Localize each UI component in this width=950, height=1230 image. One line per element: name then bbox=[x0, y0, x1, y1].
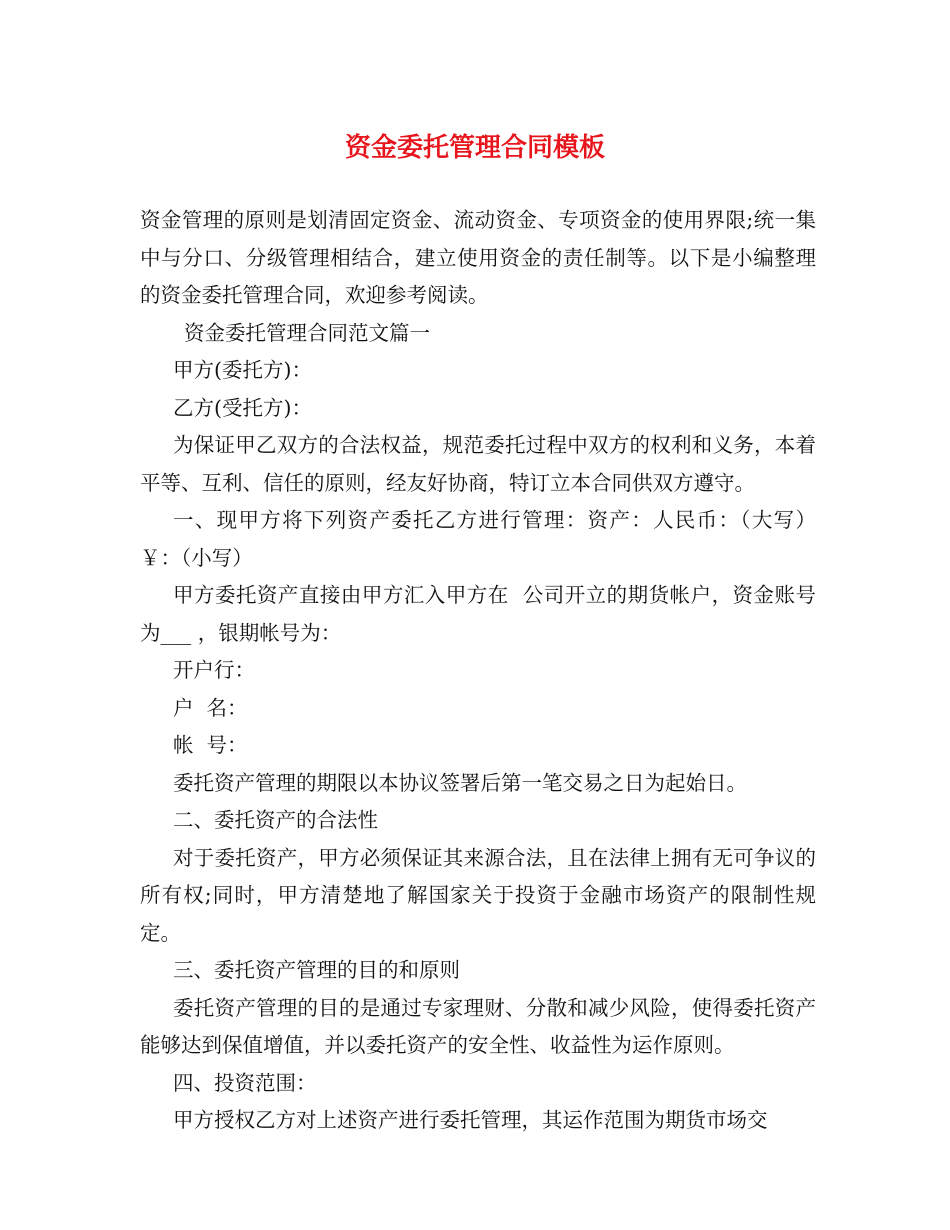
paragraph: 甲方(委托方)： bbox=[173, 358, 312, 382]
document-title: 资金委托管理合同模板 bbox=[344, 133, 605, 163]
paragraph: 资金委托管理合同范文篇一 bbox=[184, 320, 430, 345]
paragraph: 一、现甲方将下列资产委托乙方进行管理：资产：人民币：（大写）￥：（小写） bbox=[140, 508, 816, 570]
paragraph: 委托资产管理的期限以本协议签署后第一笔交易之日为起始日。 bbox=[173, 770, 747, 795]
paragraph: 户 名： bbox=[173, 695, 248, 720]
paragraph: 对于委托资产，甲方必须保证其来源合法，且在法律上拥有无可争议的所有权;同时，甲方清楚地了解国家关于投资于金融市场资产的限制性规定。 bbox=[140, 845, 816, 945]
paragraph: 开户行： bbox=[173, 658, 255, 682]
paragraph: 四、投资范围： bbox=[173, 1070, 317, 1095]
paragraph: 甲方授权乙方对上述资产进行委托管理，其运作范围为期货市场交 bbox=[173, 1108, 768, 1132]
paragraph: 二、委托资产的合法性 bbox=[173, 808, 378, 832]
paragraph: 帐 号： bbox=[173, 733, 248, 757]
document-body bbox=[140, 202, 816, 1140]
paragraph: 甲方委托资产直接由甲方汇入甲方在 公司开立的期货帐户，资金账号为___ ，银期帐号为： bbox=[140, 583, 816, 645]
paragraph: 委托资产管理的目的是通过专家理财、分散和减少风险，使得委托资产能够达到保值增值，并以委托资产的安全性、收益性为运作原则。 bbox=[140, 995, 816, 1057]
paragraph: 资金管理的原则是划清固定资金、流动资金、专项资金的使用界限;统一集中与分口、分级管理相结合，建立使用资金的责任制等。以下是小编整理的资金委托管理合同，欢迎参考阅读。 bbox=[140, 208, 816, 307]
paragraph: 为保证甲乙双方的合法权益，规范委托过程中双方的权利和义务，本着平等、互利、信任的原则，经友好协商，特订立本合同供双方遵守。 bbox=[140, 433, 816, 495]
paragraph: 三、委托资产管理的目的和原则 bbox=[173, 958, 460, 982]
paragraph: 乙方(受托方)： bbox=[173, 395, 312, 420]
